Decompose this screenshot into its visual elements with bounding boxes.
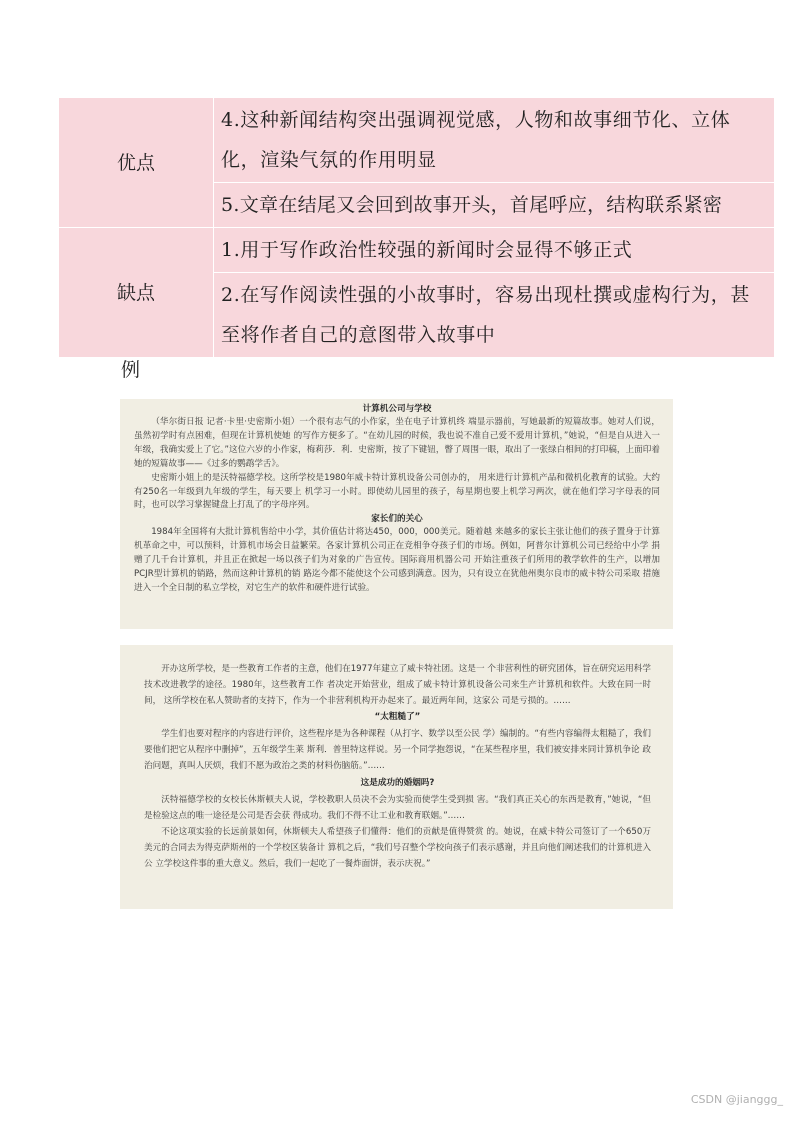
- article-title: 计算机公司与学校: [362, 404, 432, 414]
- advantage-item: 4.这种新闻结构突出强调视觉感，人物和故事细节化、立体化，渲染气氛的作用明显: [214, 98, 775, 183]
- advantage-item: 5.文章在结尾又会回到故事开头，首尾呼应，结构联系紧密: [214, 183, 775, 228]
- article-paragraph: 沃特福德学校的女校长休斯顿夫人说，学校教职人员决不会为实验而使学生受到损 害。“我们真正关心的东西是教育，”她说，“但是检验这点的唯一途径是公司是否会获 得成功。我们不得不让工业和教育联姻。”……: [144, 794, 651, 821]
- article-scan-2: [120, 645, 673, 909]
- article-paragraph: 开办这所学校，是一些教育工作者的主意，他们在1977年建立了威卡特社团。这是一 个非营利性的研究团体，旨在研究运用科学技术改进教学的途径。1980年，这些教育工作 者决定开始营业，组成了威卡特计算机设备公司来生产计算机和软件。大致在同一时间， 这所学校在私人赞助者的支持下，作为一个非营利机构开办起来了。最近两年间，这家公 司是亏损的。……: [144, 664, 651, 707]
- advantages-label: 优点: [59, 98, 214, 228]
- csdn-watermark: CSDN @jianggg_: [690, 1093, 783, 1106]
- article-subtitle: “太粗糙了”: [374, 712, 421, 723]
- article-paragraph: 1984年全国将有大批计算机售给中小学，其价值估计将达450，000，000美元。随着越 来越多的家长主张让他们的孩子置身于计算机革命之中，可以预料，计算机市场会日益繁荣。各家计算机公司正在竞相争夺孩子们的市场。例如，阿普尔计算机公司已经给中小学 捐赠了几千台计算机，并且正在掀起一场以孩子们为对象的广告宣传。国际商用机器公司 开始注重孩子们所用的教学软件的生产，以增加PCJR型计算机的销路，然而这种计算机的销 路迄今都不能使这个公司感到满意。因为，只有设立在犹他州奥尔良市的威卡特公司采取 措施进入一个全日制的私立学校，对它生产的软件和硬件进行试验。: [134, 527, 660, 593]
- article-paragraph: （华尔街日报 记者·卡里·史密斯小姐）一个很有志气的小作家，坐在电子计算机终 端显示器前，写她最新的短篇故事。她对人们说，虽然初学时有点困难，但现在计算机使她 的写作方便多了。“在幼儿园的时候，我也说不准自己爱不爱用计算机，”她说，“但是自从进入一年级，我确实爱上了它。”这位六岁的小作家，梅莉莎．利．史密斯，按了下键钮，瞥了周围一眼，取出了一张绿白相间的打印稿，上面印着她的短篇故事——《过多的鹦鹉学舌》。: [134, 417, 660, 469]
- article-paragraph: 不论这项实验的长远前景如何，休斯顿夫人希望孩子们懂得：他们的贡献是值得赞赏 的。她说，在威卡特公司签订了一个650万美元的合同去为得克萨斯州的一个学校区装备计 算机之后，“我们号召整个学校向孩子们表示感谢，并且向他们阐述我们的计算机进入公 立学校这件事的重大意义。然后，我们一起吃了一餐炸面饼，表示庆祝。”: [144, 826, 651, 869]
- article-subtitle: 这是成功的婚姻吗?: [360, 777, 435, 788]
- disadvantage-item: 1.用于写作政治性较强的新闻时会显得不够正式: [214, 228, 775, 273]
- disadvantages-label: 缺点: [59, 228, 214, 358]
- table-row: [59, 228, 775, 273]
- article-paragraph: 学生们也要对程序的内容进行评价，这些程序是为各种课程（从打字、数学以至公民 学）编制的。“有些内容编得太粗糙了，我们要他们把它从程序中删掉”，五年级学生莱 斯利．普里特这样说。另一个同学抱怨说，“在某些程序里，我们被安排来同计算机争论 政治问题，真叫人厌烦，我们不愿为政治之类的材料伤脑筋。”……: [144, 729, 651, 772]
- table-row: [59, 98, 775, 183]
- article-paragraph: 史密斯小姐上的是沃特福德学校。这所学校是1980年威卡特计算机设备公司创办的， 用来进行计算机产品和微机化教育的试验。大约有250名一年级到九年级的学生，每天要上 机学习一小时。即使幼儿园里的孩子，每星期也要上机学习两次，就在他们学习字母表的同 时，也可以学习掌握键盘上打乱了的字母序列。: [134, 472, 660, 511]
- disadvantage-item: 2.在写作阅读性强的小故事时，容易出现杜撰或虚构行为，甚至将作者自己的意图带入故事中: [214, 273, 775, 358]
- comparison-table: [58, 97, 775, 358]
- article-scan-1: [120, 399, 673, 629]
- article-subtitle: 家长们的关心: [371, 514, 423, 525]
- example-label: 例: [121, 359, 141, 381]
